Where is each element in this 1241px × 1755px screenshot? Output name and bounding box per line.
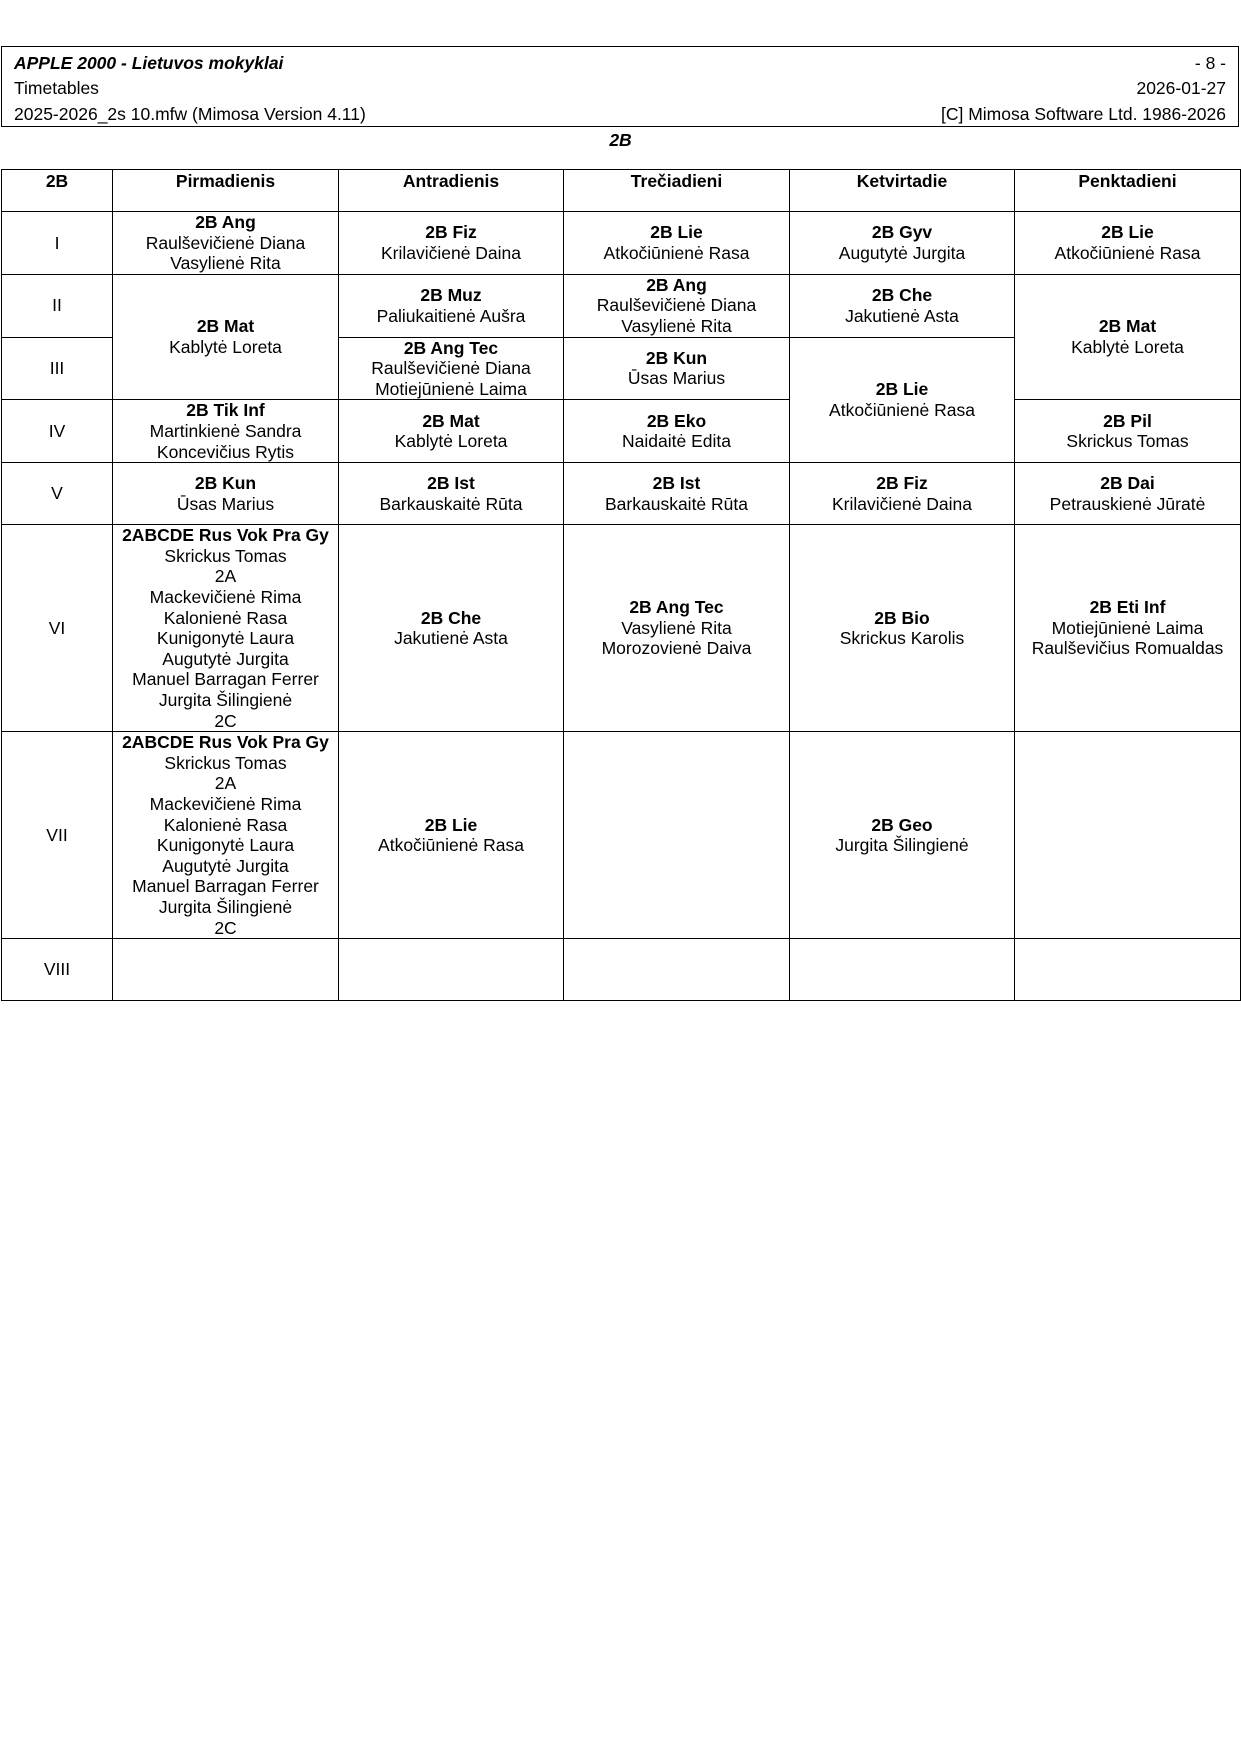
teacher-name: Vasylienė Rita [170, 253, 281, 274]
empty-cell [1015, 732, 1241, 939]
lesson-cell [113, 732, 339, 939]
subject-name: 2B Ist [652, 473, 701, 494]
teacher-name: Atkočiūnienė Rasa [378, 835, 524, 856]
subject-name: 2B Lie [1101, 222, 1154, 243]
corner-cell: 2B [2, 170, 113, 212]
teacher-name: Mackevičienė Rima [149, 586, 302, 607]
teacher-name: Krilavičienė Daina [380, 242, 522, 263]
lesson-cell [564, 463, 790, 525]
empty-cell [1015, 939, 1241, 1001]
teacher-name: Kunigonytė Laura [156, 835, 295, 856]
teacher-name: Martinkienė Sandra [149, 420, 302, 441]
teacher-name: Atkočiūnienė Rasa [829, 399, 975, 420]
lesson-cell [564, 274, 790, 337]
empty-cell [564, 732, 790, 939]
lesson-cell [1015, 525, 1241, 732]
day-header: Antradienis [339, 170, 564, 212]
subject-name: 2B Eti Inf [1089, 597, 1166, 618]
teacher-name: Krilavičienė Daina [831, 493, 973, 514]
teacher-name: Jurgita Šilingienė [835, 835, 969, 856]
teacher-name: Kablytė Loreta [1071, 337, 1184, 358]
teacher-name: 2C [214, 710, 237, 731]
teacher-name: Skrickus Karolis [839, 628, 965, 649]
empty-cell [564, 939, 790, 1001]
teacher-name: Raulševičienė Diana [596, 295, 757, 316]
teacher-name: Skrickus Tomas [1066, 431, 1189, 452]
class-title: 2B [609, 130, 632, 150]
lesson-cell [1015, 400, 1241, 463]
page-number: - 8 - [1194, 53, 1226, 73]
lesson-cell [790, 732, 1015, 939]
period-label: IV [2, 400, 113, 463]
period-label: VI [2, 525, 113, 732]
empty-cell [113, 939, 339, 1001]
copyright: [C] Mimosa Software Ltd. 1986-2026 [940, 104, 1226, 124]
teacher-name: Ūsas Marius [627, 368, 726, 389]
lesson-cell [113, 525, 339, 732]
lesson-cell [790, 337, 1015, 463]
subject-name: 2B Pil [1103, 410, 1152, 431]
day-header: Penktadieni [1015, 170, 1241, 212]
teacher-name: Morozovienė Daiva [601, 638, 752, 659]
period-row [2, 212, 1241, 275]
subject-name: 2B Che [420, 607, 482, 628]
lesson-cell [790, 525, 1015, 732]
period-row [2, 400, 1241, 463]
subject-name: 2B Bio [874, 607, 930, 628]
teacher-name: Kalonienė Rasa [163, 814, 288, 835]
subject-name: 2B Lie [875, 379, 929, 400]
subject-name: 2B Fiz [425, 222, 477, 243]
teacher-name: Atkočiūnienė Rasa [603, 242, 750, 263]
period-row [2, 732, 1241, 939]
teacher-name: Jakutienė Asta [394, 628, 508, 649]
teacher-name: Raulševičienė Diana [145, 232, 306, 253]
subject-name: 2B Ang [646, 274, 707, 295]
lesson-cell [564, 400, 790, 463]
lesson-cell [790, 212, 1015, 275]
subject-name: 2ABCDE Rus Vok Pra Gy [122, 732, 329, 753]
teacher-name: Motiejūnienė Laima [375, 378, 527, 399]
report-title: APPLE 2000 - Lietuvos mokyklai [14, 53, 284, 73]
report-subtitle: Timetables [14, 78, 99, 98]
empty-cell [339, 939, 564, 1001]
subject-name: 2B Mat [1098, 316, 1157, 337]
teacher-name: Vasylienė Rita [621, 315, 732, 336]
lesson-cell [790, 463, 1015, 525]
period-label: VIII [2, 939, 113, 1001]
subject-name: 2B Lie [424, 814, 478, 835]
lesson-cell [790, 274, 1015, 337]
lesson-cell [1015, 274, 1241, 400]
subject-name: 2B Lie [650, 222, 703, 243]
teacher-name: Ūsas Marius [176, 493, 275, 514]
period-label: II [2, 274, 113, 337]
subject-name: 2B Ang [195, 212, 256, 232]
report-header [1, 46, 1239, 127]
subject-name: 2B Ang Tec [629, 597, 724, 618]
subject-name: 2B Che [871, 285, 933, 306]
teacher-name: Augutytė Jurgita [162, 648, 289, 669]
lesson-cell [113, 463, 339, 525]
teacher-name: Kunigonytė Laura [156, 628, 295, 649]
teacher-name: Mackevičienė Rima [149, 793, 302, 814]
period-label: III [2, 337, 113, 400]
report-date: 2026-01-27 [1136, 78, 1226, 98]
lesson-cell [113, 274, 339, 400]
subject-name: 2B Mat [422, 410, 480, 431]
teacher-name: Jurgita Šilingienė [158, 896, 293, 917]
timetable [1, 169, 1241, 1001]
lesson-cell [339, 525, 564, 732]
day-header: Ketvirtadie [790, 170, 1015, 212]
period-label: I [2, 212, 113, 275]
period-row [2, 274, 1241, 337]
day-header: Trečiadieni [564, 170, 790, 212]
teacher-name: Naidaitė Edita [622, 431, 731, 452]
period-row [2, 463, 1241, 525]
subject-name: 2B Gyv [871, 222, 933, 243]
lesson-cell [564, 337, 790, 400]
subject-name: 2B Muz [420, 285, 482, 306]
lesson-cell [113, 400, 339, 463]
period-label: VII [2, 732, 113, 939]
teacher-name: Atkočiūnienė Rasa [1054, 242, 1201, 263]
teacher-name: Raulševičienė Diana [371, 358, 531, 379]
subject-name: 2B Kun [645, 347, 708, 368]
subject-name: 2B Ist [427, 473, 475, 494]
subject-name: 2B Dai [1100, 473, 1155, 494]
teacher-name: Motiejūnienė Laima [1051, 617, 1204, 638]
lesson-cell [339, 732, 564, 939]
subject-name: 2B Ang Tec [403, 337, 499, 358]
subject-name: 2B Eko [646, 410, 707, 431]
teacher-name: Augutytė Jurgita [838, 242, 966, 263]
period-label: V [2, 463, 113, 525]
subject-name: 2ABCDE Rus Vok Pra Gy [122, 525, 329, 546]
empty-cell [790, 939, 1015, 1001]
teacher-name: Kablytė Loreta [394, 431, 508, 452]
teacher-name: Manuel Barragan Ferrer [132, 669, 319, 690]
subject-name: 2B Fiz [876, 473, 928, 494]
subject-name: 2B Mat [196, 316, 255, 337]
header-row [2, 170, 1241, 212]
subject-name: 2B Tik Inf [186, 400, 265, 421]
teacher-name: 2A [214, 566, 237, 587]
lesson-cell [339, 212, 564, 275]
lesson-cell [564, 525, 790, 732]
lesson-cell [1015, 212, 1241, 275]
teacher-name: Koncevičius Rytis [156, 441, 295, 462]
teacher-name: Skrickus Tomas [164, 545, 287, 566]
teacher-name: Barkauskaitė Rūta [379, 493, 523, 514]
teacher-name: Kalonienė Rasa [163, 607, 288, 628]
teacher-name: Skrickus Tomas [164, 752, 287, 773]
teacher-name: Kablytė Loreta [169, 337, 282, 358]
lesson-cell [1015, 463, 1241, 525]
day-header: Pirmadienis [113, 170, 339, 212]
period-row [2, 939, 1241, 1001]
lesson-cell [339, 337, 564, 400]
teacher-name: Barkauskaitė Rūta [605, 493, 748, 514]
teacher-name: Petrauskienė Jūratė [1049, 493, 1206, 514]
teacher-name: Paliukaitienė Aušra [376, 305, 526, 326]
teacher-name: Vasylienė Rita [621, 617, 732, 638]
teacher-name: Manuel Barragan Ferrer [132, 876, 319, 897]
teacher-name: 2C [214, 917, 237, 938]
teacher-name: Augutytė Jurgita [162, 855, 289, 876]
teacher-name: Jakutienė Asta [845, 305, 959, 326]
lesson-cell [564, 212, 790, 275]
subject-name: 2B Kun [194, 473, 257, 494]
file-name: 2025-2026_2s 10.mfw (Mimosa Version 4.11) [14, 104, 366, 124]
lesson-cell [339, 463, 564, 525]
teacher-name: 2A [214, 773, 237, 794]
lesson-cell [339, 400, 564, 463]
lesson-cell [339, 274, 564, 337]
teacher-name: Raulševičius Romualdas [1031, 638, 1224, 659]
teacher-name: Jurgita Šilingienė [158, 689, 293, 710]
subject-name: 2B Geo [871, 814, 933, 835]
period-row [2, 525, 1241, 732]
lesson-cell [113, 212, 339, 275]
